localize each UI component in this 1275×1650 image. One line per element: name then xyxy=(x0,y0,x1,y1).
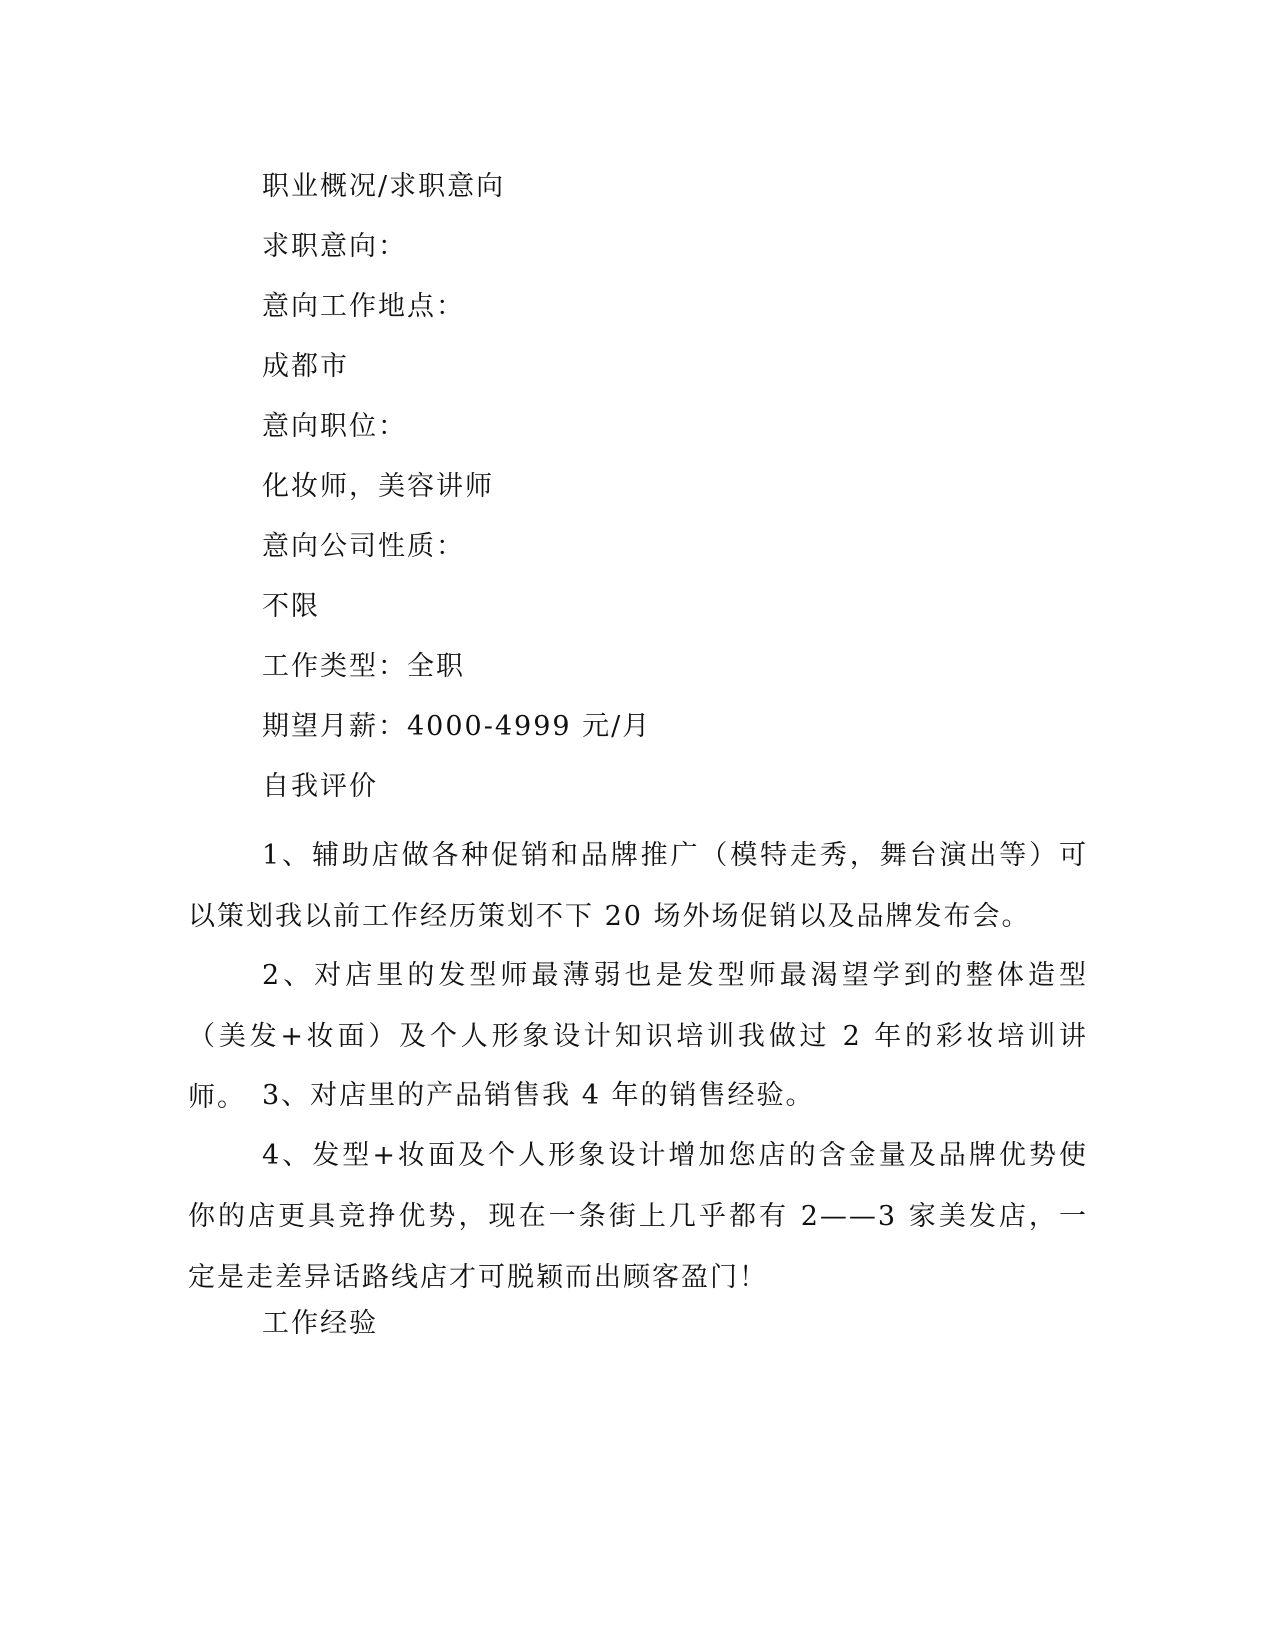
position-label: 意向职位： xyxy=(262,411,407,442)
company-type-label: 意向公司性质： xyxy=(262,531,465,562)
work-location-value: 成都市 xyxy=(262,351,349,382)
self-evaluation-paragraph-1: 1、辅助店做各种促销和品牌推广（模特走秀，舞台演出等）可以策划我以前工作经历策划不下 20 场外场促销以及品牌发布会。 xyxy=(188,840,1088,932)
job-type-line: 工作类型：全职 xyxy=(262,651,465,682)
work-location-label: 意向工作地点： xyxy=(262,291,465,322)
section-heading-work-experience: 工作经验 xyxy=(262,1308,378,1339)
expected-salary-line: 期望月薪：4000-4999 元/月 xyxy=(262,711,652,742)
self-evaluation-paragraph-4: 4、发型+妆面及个人形象设计增加您店的含金量及品牌优势使你的店更具竞挣优势，现在一条街上几乎都有 2——3 家美发店，一定是走差异话路线店才可脱颖而出顾客盈门！ xyxy=(188,1140,1088,1293)
section-heading-self-evaluation: 自我评价 xyxy=(262,771,378,802)
job-intention-label: 求职意向： xyxy=(262,231,407,262)
self-evaluation-paragraph-2: 2、对店里的发型师最薄弱也是发型师最渴望学到的整体造型（美发+妆面）及个人形象设计知识培训我做过 2 年的彩妆培训讲师。 xyxy=(188,960,1088,1113)
self-evaluation-paragraph-3: 3、对店里的产品销售我 4 年的销售经验。 xyxy=(262,1080,815,1111)
section-heading-career-overview: 职业概况/求职意向 xyxy=(262,171,506,202)
company-type-value: 不限 xyxy=(262,591,320,622)
position-value: 化妆师，美容讲师 xyxy=(262,471,494,502)
